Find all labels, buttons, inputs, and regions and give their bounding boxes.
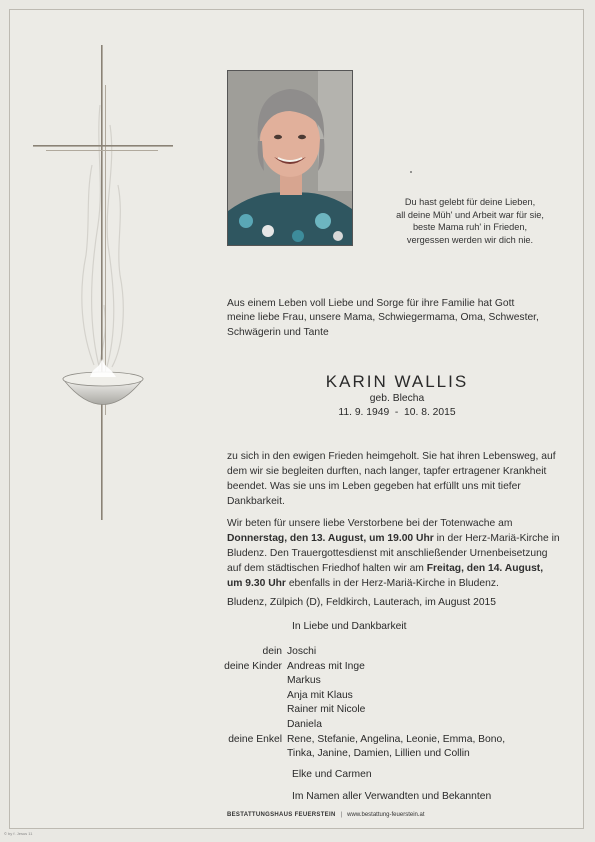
- intro-paragraph: [227, 297, 567, 340]
- verse-line: beste Mama ruh' in Frieden,: [412, 222, 528, 233]
- family-row: [180, 733, 540, 748]
- paragraph-line: [227, 576, 572, 591]
- thanks-line: In Liebe und Dankbarkeit: [292, 621, 407, 632]
- birth-name: geb. Blecha: [369, 393, 425, 404]
- footer: [227, 812, 425, 818]
- family-row: [180, 718, 540, 733]
- cross-icon: [28, 45, 178, 525]
- family-label: dein: [262, 646, 282, 657]
- family-label: [180, 689, 287, 704]
- family-row: [180, 747, 540, 762]
- paragraph-line: [227, 561, 572, 576]
- paragraph-text: in der Herz-Mariä-Kirche in: [433, 533, 560, 544]
- family-names: Rene, Stefanie, Angelina, Leonie, Emma, Bono,: [287, 733, 506, 745]
- decorative-dot: [410, 171, 412, 173]
- family-names: Daniela: [287, 718, 322, 730]
- intro-line: meine liebe Frau, unsere Mama, Schwiegermama, Oma, Schwester,: [227, 312, 539, 324]
- deceased-name: KARIN WALLIS: [325, 372, 469, 391]
- funeral-date: Freitag, den 14. August,: [426, 563, 544, 574]
- family-row: [180, 660, 540, 675]
- print-mark: © by f. Jesus 11: [4, 831, 33, 836]
- family-row: [180, 703, 540, 718]
- farewell-paragraph: [227, 449, 572, 509]
- family-row: [180, 689, 540, 704]
- family-row: [180, 645, 540, 660]
- paragraph-line: Bludenz. Den Trauergottesdienst mit anschließender Urnenbeisetzung: [227, 548, 548, 559]
- family-row: [180, 674, 540, 689]
- memorial-verse: [370, 196, 570, 246]
- paragraph-text: auf dem städtischen Friedhof halten wir am: [227, 563, 427, 574]
- paragraph-line: [227, 531, 572, 546]
- verse-line: Du hast gelebt für deine Lieben,: [404, 197, 536, 207]
- company-name: BESTATTUNGSHAUS FEUERSTEIN: [227, 812, 336, 818]
- life-dates: 11. 9. 1949 - 10. 8. 2015: [338, 407, 456, 418]
- paragraph-line: beendet. Was sie uns im Leben gegeben hat erfüllt uns mit tiefer: [227, 481, 521, 492]
- paragraph-line: dem wir sie begleiten durften, nach langer, tapfer ertragener Krankheit: [227, 466, 547, 477]
- paragraph-line: Dankbarkeit.: [227, 496, 285, 507]
- family-label: deine Kinder: [224, 660, 282, 672]
- paragraph-text: ebenfalls in der Herz-Mariä-Kirche in Bludenz.: [285, 578, 499, 589]
- family-list: [180, 645, 540, 762]
- portrait-photo: [227, 70, 353, 246]
- service-paragraph: [227, 516, 572, 591]
- verse-line: all deine Müh' und Arbeit war für sie,: [396, 209, 544, 220]
- family-names: Joschi: [287, 646, 317, 657]
- funeral-time: um 9.30 Uhr: [227, 578, 286, 589]
- family-names: Markus: [287, 675, 321, 687]
- family-names: Anja mit Klaus: [287, 689, 353, 701]
- intro-line: Schwägerin und Tante: [227, 326, 329, 338]
- family-label: [180, 674, 287, 689]
- family-label: [180, 703, 287, 718]
- place-date: Bludenz, Zülpich (D), Feldkirch, Lauterach, im August 2015: [227, 597, 496, 608]
- company-website[interactable]: www.bestattung-feuerstein.at: [347, 812, 425, 818]
- siblings-line: Elke und Carmen: [292, 769, 372, 780]
- family-label: deine Enkel: [228, 733, 282, 745]
- family-label: [180, 718, 287, 733]
- wake-date: Donnerstag, den 13. August, um 19.00 Uhr: [227, 533, 434, 544]
- intro-line: Aus einem Leben voll Liebe und Sorge für ihre Familie hat Gott: [227, 298, 515, 309]
- paragraph-line: zu sich in den ewigen Frieden heimgeholt. Sie hat ihren Lebensweg, auf: [227, 451, 556, 462]
- footer-separator: |: [340, 812, 343, 818]
- family-label: [180, 747, 287, 762]
- relatives-line: Im Namen aller Verwandten und Bekannten: [292, 791, 492, 802]
- family-names: Andreas mit Inge: [287, 660, 365, 672]
- paragraph-line: Wir beten für unsere liebe Verstorbene bei der Totenwache am: [227, 518, 513, 529]
- family-names: Tinka, Janine, Damien, Lillien und Collin: [287, 748, 470, 760]
- verse-line: vergessen werden wir dich nie.: [406, 234, 534, 245]
- bowl-icon: [63, 359, 143, 405]
- family-names: Rainer mit Nicole: [287, 704, 366, 716]
